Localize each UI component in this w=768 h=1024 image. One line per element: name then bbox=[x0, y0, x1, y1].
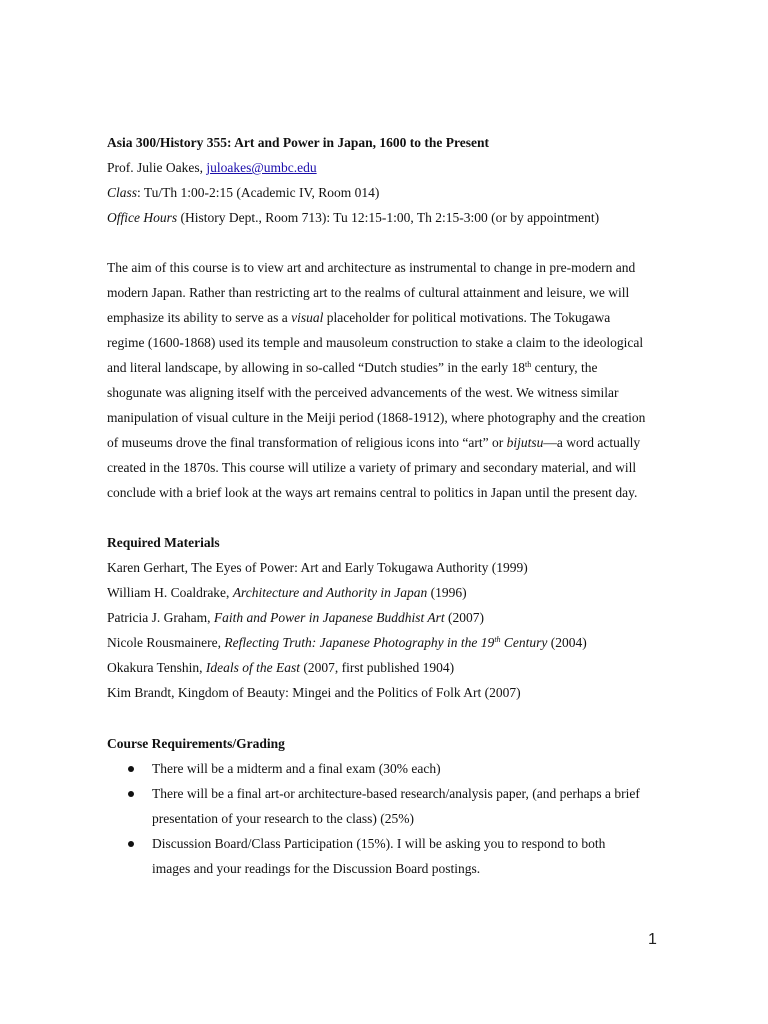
material-title: Reflecting Truth: Japanese Photography in the 19 bbox=[224, 635, 495, 650]
material-title: Faith and Power in Japanese Buddhist Art bbox=[213, 610, 445, 625]
material-year: (2007) bbox=[444, 610, 484, 625]
bullet-icon bbox=[128, 791, 134, 797]
professor-line bbox=[107, 160, 317, 176]
intro-line-2: modern Japan. Rather than restricting art to the realms of cultural attainment and leisure, we will bbox=[107, 285, 630, 300]
intro-line-9: created in the 1870s. This course will utilize a variety of primary and secondary material, and will bbox=[107, 460, 637, 475]
intro-line-8 bbox=[107, 435, 640, 451]
material-author: Patricia J. Graham, bbox=[107, 610, 214, 625]
page-number: 1 bbox=[648, 931, 657, 948]
office-hours-label: Office Hours bbox=[107, 210, 178, 225]
material-item bbox=[107, 610, 484, 626]
intro-line-5-a: and literal landscape, by allowing in so-called “Dutch studies” in the early 18 bbox=[107, 360, 525, 375]
intro-line-3-b: placeholder for political motivations. The Tokugawa bbox=[323, 310, 611, 325]
professor-name: Prof. Julie Oakes, bbox=[107, 160, 207, 175]
material-title-end: Century bbox=[500, 635, 548, 650]
bullet-icon bbox=[128, 766, 134, 772]
intro-line-5-sup: th bbox=[525, 360, 532, 369]
bullet-icon bbox=[128, 841, 134, 847]
material-author: Okakura Tenshin, bbox=[107, 660, 206, 675]
material-item bbox=[107, 585, 467, 601]
material-year: (2004) bbox=[547, 635, 587, 650]
material-year: (2007, first published 1904) bbox=[300, 660, 455, 675]
class-line bbox=[107, 185, 379, 201]
material-title: Ideals of the East bbox=[205, 660, 301, 675]
material-item bbox=[107, 660, 454, 676]
material-item: Kim Brandt, Kingdom of Beauty: Mingei and the Politics of Folk Art (2007) bbox=[107, 685, 521, 700]
office-hours-line bbox=[107, 210, 599, 226]
class-text: : Tu/Th 1:00-2:15 (Academic IV, Room 014) bbox=[137, 185, 380, 200]
material-title: Architecture and Authority in Japan bbox=[232, 585, 428, 600]
class-label: Class bbox=[107, 185, 138, 200]
material-author: Nicole Rousmainere, bbox=[107, 635, 225, 650]
grading-item-discussion: Discussion Board/Class Participation (15%). I will be asking you to respond to both bbox=[152, 836, 606, 851]
intro-line-1: The aim of this course is to view art and architecture as instrumental to change in pre-modern and bbox=[107, 260, 636, 275]
office-hours-text: (History Dept., Room 713): Tu 12:15-1:00, Th 2:15-3:00 (or by appointment) bbox=[177, 210, 600, 225]
materials-heading: Required Materials bbox=[107, 535, 220, 550]
grading-item-exams: There will be a midterm and a final exam (30% each) bbox=[152, 761, 441, 776]
material-year: (1996) bbox=[427, 585, 467, 600]
material-author: William H. Coaldrake, bbox=[107, 585, 233, 600]
intro-line-5 bbox=[107, 360, 597, 376]
grading-heading: Course Requirements/Grading bbox=[107, 736, 285, 751]
intro-line-8-italic: bijutsu bbox=[506, 435, 544, 450]
intro-line-6: shogunate was aligning itself with the perceived advancements of the west. We witness similar bbox=[107, 385, 619, 400]
intro-line-3-italic: visual bbox=[291, 310, 324, 325]
intro-line-4: regime (1600-1868) used its temple and mausoleum construction to stake a claim to the ideological bbox=[107, 335, 644, 350]
material-title-sup: th bbox=[494, 635, 501, 644]
intro-line-5-b: century, the bbox=[531, 360, 598, 375]
intro-line-3 bbox=[107, 310, 610, 326]
material-item: Karen Gerhart, The Eyes of Power: Art and Early Tokugawa Authority (1999) bbox=[107, 560, 528, 575]
grading-item-discussion-cont: images and your readings for the Discussion Board postings. bbox=[152, 861, 481, 876]
course-title: Asia 300/History 355: Art and Power in Japan, 1600 to the Present bbox=[107, 135, 489, 150]
material-item bbox=[107, 635, 587, 651]
grading-item-paper: There will be a final art-or architecture-based research/analysis paper, (and perhaps a brief bbox=[152, 786, 640, 801]
intro-line-7: manipulation of visual culture in the Meiji period (1868-1912), where photography and the creation bbox=[107, 410, 646, 425]
intro-line-8-a: of museums drove the final transformation of religious icons into “art” or bbox=[107, 435, 507, 450]
intro-line-3-a: emphasize its ability to serve as a bbox=[107, 310, 292, 325]
intro-line-10: conclude with a brief look at the ways art remains central to politics in Japan until the present day. bbox=[107, 485, 638, 500]
intro-line-8-b: —a word actually bbox=[543, 435, 641, 450]
email-link[interactable]: juloakes@umbc.edu bbox=[206, 160, 317, 175]
grading-item-paper-cont: presentation of your research to the class) (25%) bbox=[152, 811, 415, 826]
